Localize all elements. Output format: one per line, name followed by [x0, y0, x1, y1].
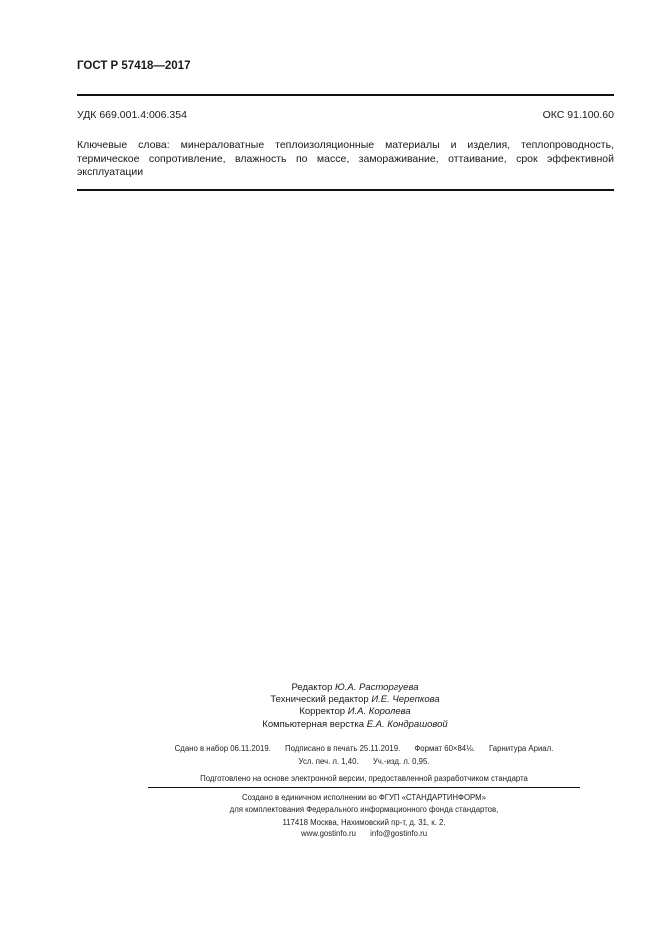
credit-name: И.А. Королева	[347, 706, 411, 718]
publisher-contacts	[148, 828, 580, 839]
keywords-paragraph: Ключевые слова: минераловатные теплоизоляционные материалы и изделия, теплопроводность, термическое сопротивление, влажность по массе, замораживание, оттаивание, срок эффективной эксплуатации	[77, 139, 614, 178]
credits-block	[200, 682, 510, 731]
print-sheets: Усл. печ. л. 1,40.	[298, 756, 359, 766]
publisher-sheets: Уч.-изд. л. 0,95.	[372, 756, 430, 766]
credit-layout	[200, 719, 510, 731]
print-info-row-1	[148, 743, 580, 756]
credit-editor	[200, 682, 510, 694]
submitted-date: Сдано в набор 06.11.2019.	[174, 744, 271, 753]
credit-role: Технический редактор	[270, 694, 369, 706]
publisher-block	[148, 792, 580, 815]
print-info-row-2	[148, 756, 580, 769]
credit-tech-editor	[200, 694, 510, 706]
credit-name: Е.А. Кондрашовой	[366, 718, 448, 730]
credit-name: Ю.А. Расторгуева	[335, 682, 419, 693]
udk-code: УДК 669.001.4:006.354	[77, 109, 187, 121]
publisher-line-1: Создано в единичном исполнении во ФГУП «СТАНДАРТИНФОРМ»	[242, 793, 486, 802]
imprint-divider	[148, 787, 580, 788]
document-code: ГОСТ Р 57418—2017	[77, 60, 191, 72]
publisher-address: 117418 Москва, Нахимовский пр-т, д. 31, к. 2.	[282, 818, 446, 827]
keywords-divider	[77, 189, 614, 191]
credit-role: Редактор	[291, 682, 333, 693]
credit-name: И.Е. Черепкова	[371, 694, 440, 706]
publisher-line-2: для комплектования Федерального информационного фонда стандартов,	[229, 804, 499, 814]
print-info	[148, 743, 580, 768]
credit-proofreader	[200, 706, 510, 718]
signed-date: Подписано в печать 25.11.2019.	[285, 744, 401, 753]
credit-role: Корректор	[299, 706, 346, 718]
publisher-address-block	[148, 817, 580, 839]
credit-role: Компьютерная верстка	[262, 718, 365, 730]
website-link[interactable]: www.gostinfo.ru	[300, 829, 356, 838]
email-link[interactable]: info@gostinfo.ru	[370, 829, 428, 838]
oks-code: ОКС 91.100.60	[542, 109, 614, 121]
prepared-note: Подготовлено на основе электронной версии, предоставленной разработчиком стандарта	[200, 774, 528, 783]
top-divider	[77, 94, 614, 96]
typeface: Гарнитура Ариал.	[488, 744, 554, 753]
paper-format: Формат 60×84⅛.	[414, 744, 475, 753]
